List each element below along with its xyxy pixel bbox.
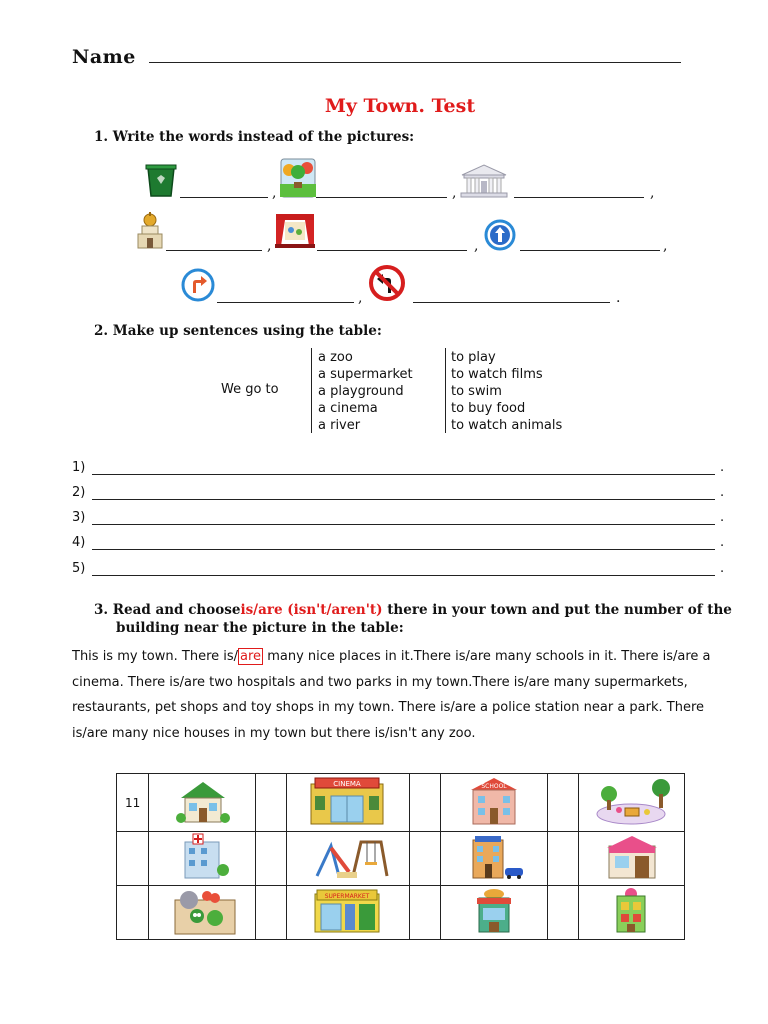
picture-cell-hospital	[149, 832, 256, 886]
park-icon	[280, 158, 316, 198]
school-sign: SCHOOL	[481, 783, 508, 790]
cinema-sign: CINEMA	[333, 780, 361, 788]
separator: ,	[452, 185, 457, 201]
answer-blank-1[interactable]	[180, 197, 268, 198]
number-cell[interactable]	[256, 774, 287, 832]
zoo-icon	[149, 886, 255, 936]
school-icon	[441, 774, 547, 828]
number-cell[interactable]	[409, 832, 441, 886]
name-blank[interactable]	[149, 61, 681, 63]
park-icon	[579, 774, 684, 828]
purpose-item: to play	[451, 350, 496, 365]
line-number: 3)	[72, 510, 86, 525]
purposes-column	[451, 349, 562, 434]
pet-shop-icon	[579, 886, 684, 936]
museum-icon	[458, 163, 510, 199]
hospital-icon	[149, 832, 255, 882]
bin-icon	[144, 162, 178, 198]
places-column	[318, 349, 413, 434]
church-icon	[136, 212, 164, 250]
name-label: Name	[72, 46, 136, 68]
place-item: a playground	[318, 384, 404, 399]
picture-cell-playground	[286, 832, 409, 886]
sentence-line[interactable]	[72, 485, 725, 500]
choice-highlight: is/are (isn't/aren't)	[240, 602, 383, 618]
place-item: a river	[318, 418, 361, 433]
separator: ,	[358, 290, 363, 306]
picture-cell-cinema	[286, 774, 409, 832]
turn-right-icon	[181, 268, 215, 302]
line-end: .	[720, 535, 725, 550]
picture-cell-police-station	[441, 832, 548, 886]
example-answer: are	[240, 649, 262, 664]
picture-cell-pet-shop	[578, 886, 684, 940]
place-item: a supermarket	[318, 367, 413, 382]
playground-icon	[287, 832, 409, 882]
police-station-icon	[441, 832, 547, 882]
picture-cell-house	[149, 774, 256, 832]
sentence-line[interactable]	[72, 535, 725, 550]
separator: ,	[650, 185, 655, 201]
number-cell[interactable]	[256, 832, 287, 886]
sentence-line[interactable]	[72, 510, 725, 525]
number-cell[interactable]: 11	[117, 774, 149, 832]
go-straight-icon	[484, 219, 516, 251]
picture-cell-zoo	[149, 886, 256, 940]
picture-cell-school	[441, 774, 548, 832]
answer-blank-6[interactable]	[520, 250, 660, 251]
picture-cell-restaurant	[441, 886, 548, 940]
separator: ,	[267, 238, 272, 254]
line-number: 1)	[72, 460, 86, 475]
separator: ,	[474, 238, 479, 254]
toy-shop-icon	[579, 832, 684, 882]
table-divider	[445, 348, 446, 433]
separator: .	[616, 290, 621, 306]
purpose-item: to watch animals	[451, 418, 563, 433]
name-line	[72, 46, 681, 68]
number-cell[interactable]	[548, 774, 579, 832]
sentence-line[interactable]	[72, 460, 725, 475]
house-icon	[149, 774, 255, 828]
theatre-icon	[275, 212, 315, 248]
restaurant-icon	[441, 886, 547, 936]
line-end: .	[720, 510, 725, 525]
table-subject: We go to	[221, 382, 279, 397]
number-cell[interactable]	[548, 886, 579, 940]
place-item: a cinema	[318, 401, 378, 416]
cinema-icon	[287, 774, 409, 828]
table-divider	[311, 348, 312, 433]
place-item: a zoo	[318, 350, 353, 365]
supermarket-sign: SUPERMARKET	[324, 893, 370, 900]
picture-cell-supermarket	[286, 886, 409, 940]
buildings-table	[116, 773, 685, 940]
line-number: 2)	[72, 485, 86, 500]
answer-blank-3[interactable]	[514, 197, 644, 198]
supermarket-icon	[287, 886, 409, 936]
picture-cell-park	[578, 774, 684, 832]
task3-heading: 3. Read and chooseis/are (isn't/aren't) there in your town and put the number of the building near the picture in the table:	[94, 602, 732, 636]
sentence-line[interactable]	[72, 561, 725, 576]
answer-blank-5[interactable]	[317, 250, 467, 251]
separator: ,	[663, 238, 668, 254]
line-end: .	[720, 561, 725, 576]
separator: ,	[272, 185, 277, 201]
line-number: 4)	[72, 535, 86, 550]
reading-paragraph: This is my town. There is/ are many nice places in it.There is/are many schools in it. There is/are a cinema. There is/are two hospitals and two parks in my town.There is/are many supermarkets, restaurants, pet shops and toy shops in my town. There is/are a police station near a park. There is/are many nice houses in my town but there is/isn't any zoo.	[72, 649, 711, 741]
number-cell[interactable]	[117, 886, 149, 940]
purpose-item: to swim	[451, 384, 502, 399]
task2-heading: 2. Make up sentences using the table:	[94, 323, 382, 339]
number-cell[interactable]	[409, 886, 441, 940]
purpose-item: to buy food	[451, 401, 526, 416]
answer-blank-8[interactable]	[413, 302, 610, 303]
answer-blank-7[interactable]	[217, 302, 354, 303]
no-left-turn-icon	[367, 264, 407, 302]
task1-heading: 1. Write the words instead of the pictures:	[94, 129, 415, 145]
number-cell[interactable]	[548, 832, 579, 886]
number-cell[interactable]	[117, 832, 149, 886]
purpose-item: to watch films	[451, 367, 543, 382]
picture-cell-toy-shop	[578, 832, 684, 886]
answer-blank-2[interactable]	[316, 197, 447, 198]
page-title: My Town. Test	[324, 95, 476, 117]
answer-blank-4[interactable]	[166, 250, 262, 251]
number-cell[interactable]	[256, 886, 287, 940]
line-number: 5)	[72, 561, 86, 576]
line-end: .	[720, 485, 725, 500]
number-cell[interactable]	[409, 774, 441, 832]
line-end: .	[720, 460, 725, 475]
